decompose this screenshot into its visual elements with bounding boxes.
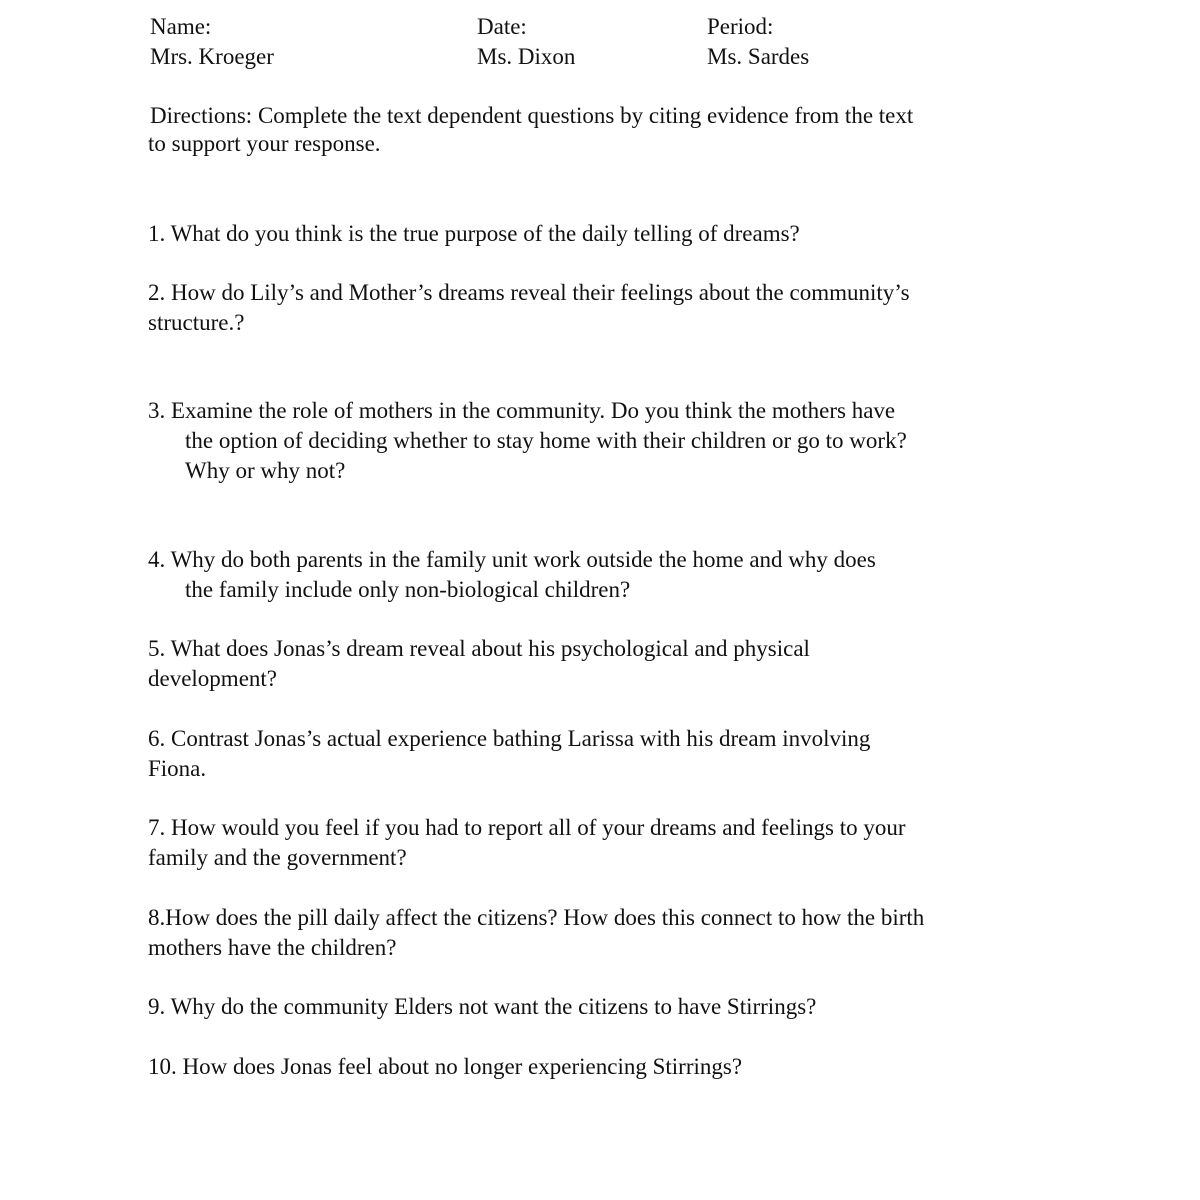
question-line: 3. Examine the role of mothers in the community. Do you think the mothers have <box>148 398 896 423</box>
directions-line-2: to support your response. <box>148 131 381 156</box>
date-label: Date: <box>477 14 527 39</box>
question-10 <box>148 1052 1028 1082</box>
question-line: Why or why not? <box>185 458 346 483</box>
question-line: the option of deciding whether to stay home with their children or go to work? <box>185 428 907 453</box>
question-3 <box>148 396 1028 486</box>
question-line: 6. Contrast Jonas’s actual experience bathing Larissa with his dream involving <box>148 726 871 751</box>
question-line: family and the government? <box>148 845 407 870</box>
directions-line-1: Directions: Complete the text dependent questions by citing evidence from the text <box>150 103 914 128</box>
question-line: mothers have the children? <box>148 935 397 960</box>
question-1 <box>148 219 1028 249</box>
teacher-sardes: Ms. Sardes <box>707 44 810 69</box>
question-line: development? <box>148 666 278 691</box>
question-line: 2. How do Lily’s and Mother’s dreams reveal their feelings about the community’s <box>148 280 910 305</box>
name-label: Name: <box>150 14 212 39</box>
question-line: 10. How does Jonas feel about no longer experiencing Stirrings? <box>148 1054 743 1079</box>
question-9 <box>148 992 1028 1022</box>
question-line: 1. What do you think is the true purpose of the daily telling of dreams? <box>148 221 800 246</box>
question-7 <box>148 813 1028 873</box>
question-line: structure.? <box>148 310 245 335</box>
question-line: 5. What does Jonas’s dream reveal about his psychological and physical <box>148 636 810 661</box>
question-6 <box>148 724 1028 784</box>
question-line: Fiona. <box>148 756 207 781</box>
question-8 <box>148 903 1028 963</box>
question-line: 9. Why do the community Elders not want the citizens to have Stirrings? <box>148 994 817 1019</box>
teacher-kroeger: Mrs. Kroeger <box>150 44 274 69</box>
directions <box>148 101 1028 159</box>
teacher-dixon: Ms. Dixon <box>477 44 576 69</box>
question-5 <box>148 634 1028 694</box>
question-line: the family include only non-biological children? <box>185 577 631 602</box>
question-line: 4. Why do both parents in the family unit work outside the home and why does <box>148 547 876 572</box>
question-4 <box>148 545 1028 605</box>
question-2 <box>148 278 1028 338</box>
period-label: Period: <box>707 14 774 39</box>
question-line: 8.How does the pill daily affect the citizens? How does this connect to how the birth <box>148 905 925 930</box>
question-line: 7. How would you feel if you had to report all of your dreams and feelings to your <box>148 815 906 840</box>
